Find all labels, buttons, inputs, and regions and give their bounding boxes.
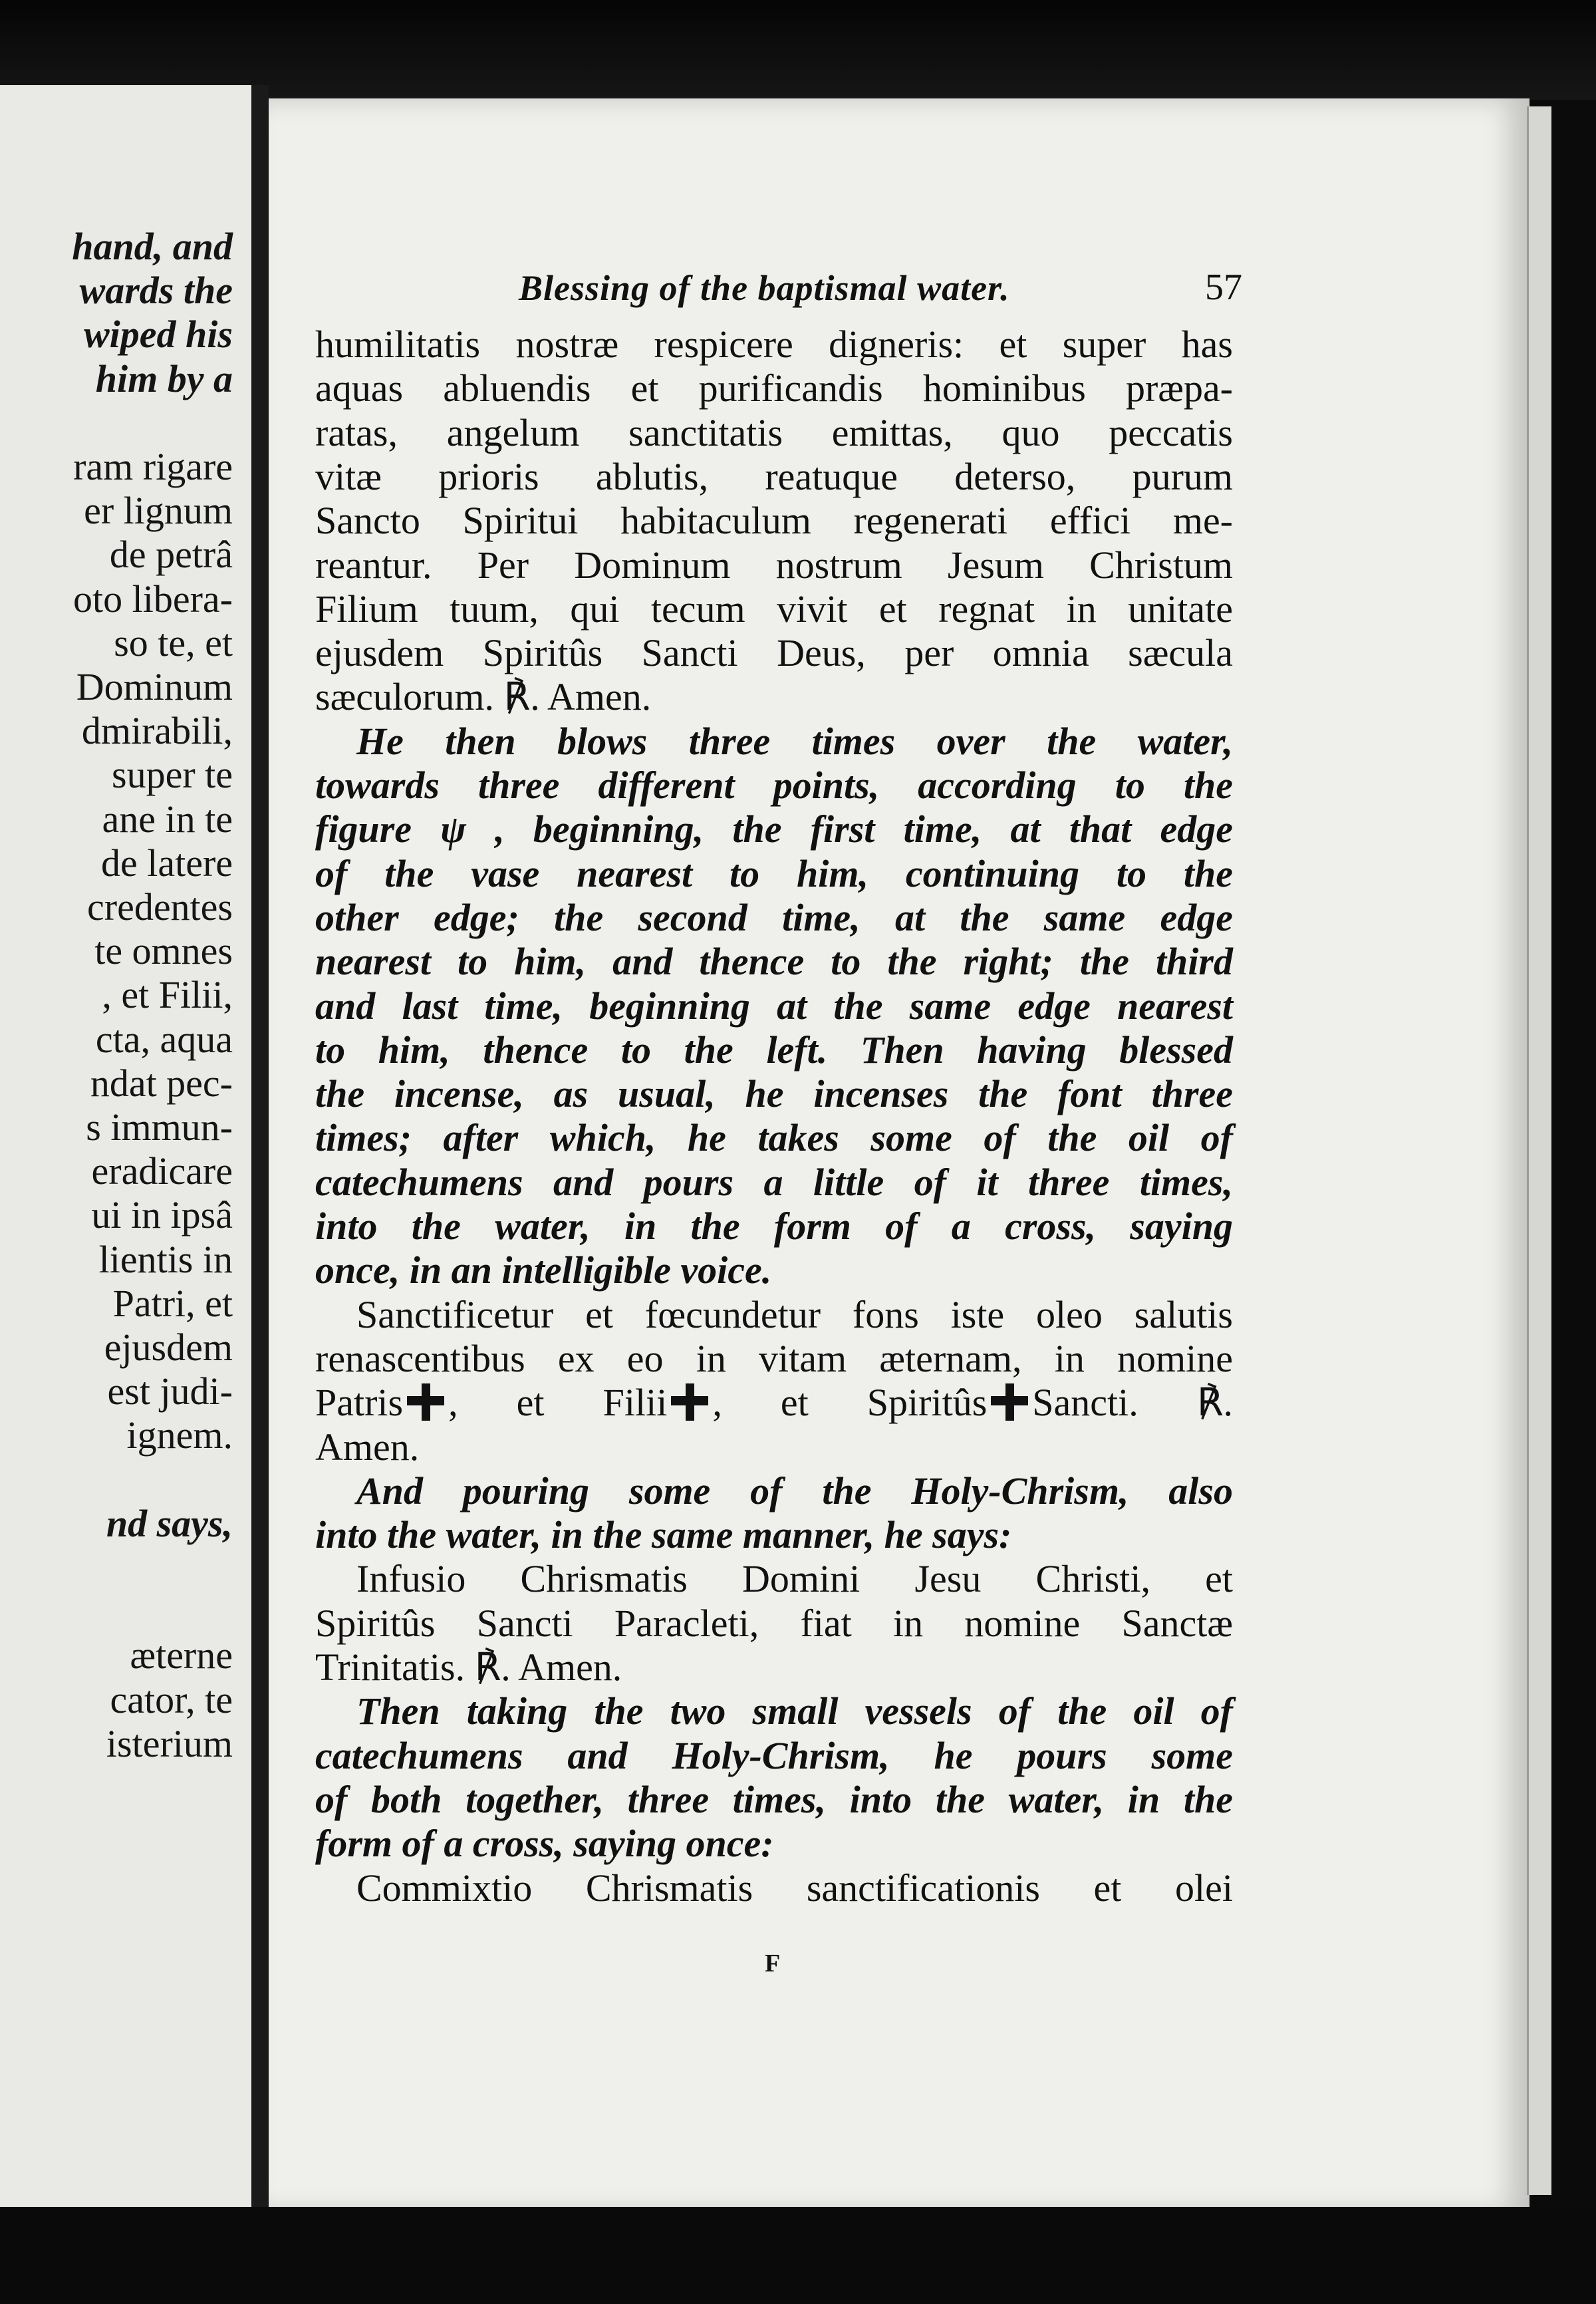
left-page-line: cator, te [110, 1677, 233, 1721]
body-line: times; after which, he takes some of the oil of [315, 1116, 1233, 1160]
body-line: ejusdem Spiritûs Sancti Deus, per omnia sæcula [315, 631, 1233, 675]
left-page-line: ignem. [126, 1413, 233, 1457]
page-number: 57 [1205, 267, 1242, 308]
body-line: towards three different points, according to the [315, 764, 1233, 807]
body-line: vitæ prioris ablutis, reatuque deterso, purum [315, 454, 1233, 498]
left-page-line: super te [112, 753, 233, 797]
body-line: catechumens and pours a little of it three times, [315, 1160, 1233, 1204]
left-page-line: wards the [79, 269, 233, 313]
left-page-line: ndat pec- [90, 1061, 233, 1105]
body-line: into the water, in the form of a cross, saying [315, 1205, 1233, 1248]
body-line: Amen. [315, 1425, 420, 1469]
facing-page-left [0, 85, 254, 2207]
cross-icon [671, 1383, 708, 1421]
left-page-line: Patri, et [112, 1281, 233, 1325]
body-line: Commixtio Chrismatis sanctificationis et olei [356, 1866, 1233, 1910]
left-page-line: æterne [130, 1634, 233, 1677]
left-page-line: , et Filii, [102, 973, 233, 1017]
body-line: of both together, three times, into the water, in the [315, 1777, 1233, 1821]
left-page-line: lientis in [98, 1237, 233, 1281]
cross-line-text: , et Spiritûs [712, 1381, 988, 1425]
left-page-line: dmirabili, [81, 709, 233, 753]
left-page-line: est judi- [107, 1369, 233, 1413]
left-page-line: de petrâ [109, 533, 233, 577]
body-line: sæculorum. ℟. Amen. [315, 675, 652, 719]
body-line: into the water, in the same manner, he says: [315, 1513, 1012, 1557]
body-line: to him, thence to the left. Then having blessed [315, 1028, 1233, 1072]
body-line: Spiritûs Sancti Paracleti, fiat in nomine Sanctæ [315, 1601, 1233, 1645]
left-page-line: nd says, [106, 1501, 233, 1545]
cross-icon [991, 1383, 1028, 1421]
body-line: Infusio Chrismatis Domini Jesu Christi, et [356, 1557, 1233, 1601]
body-line: Trinitatis. ℟. Amen. [315, 1646, 622, 1689]
left-page-line: er lignum [84, 489, 233, 533]
left-page-line: credentes [87, 885, 233, 929]
cross-line-text: ℟. [1196, 1381, 1234, 1425]
cross-line-text: Patris [315, 1381, 404, 1425]
left-page-line: de latere [100, 841, 233, 885]
body-line: of the vase nearest to him, continuing to the [315, 851, 1233, 895]
left-page-line: eradicare [91, 1149, 233, 1193]
body-line: renascentibus ex eo in vitam æternam, in nomine [315, 1336, 1233, 1380]
body-line: figure ψ , beginning, the first time, at that edge [315, 807, 1233, 851]
left-page-line: cta, aqua [95, 1017, 233, 1061]
left-page-line: hand, and [72, 225, 233, 268]
body-line: ratas, angelum sanctitatis emittas, quo peccatis [315, 410, 1233, 454]
running-head-title: Blessing of the baptismal water. [519, 268, 1010, 308]
body-line: other edge; the second time, at the same edge [315, 895, 1233, 939]
cross-icon [407, 1383, 444, 1421]
body-line: Sancto Spiritui habitaculum regenerati effici me- [315, 499, 1233, 543]
book-gutter [251, 85, 269, 2214]
running-head [519, 261, 1242, 314]
body-line: Sanctificetur et fœcundetur fons iste oleo salutis [356, 1292, 1233, 1336]
body-line: the incense, as usual, he incenses the font three [315, 1072, 1233, 1116]
body-line: Filium tuum, qui tecum vivit et regnat in unitate [315, 587, 1233, 631]
page-edge-shadow [1527, 106, 1551, 2195]
body-line: once, in an intelligible voice. [315, 1248, 772, 1292]
left-page-line: Dominum [76, 665, 233, 708]
left-page-line: te omnes [94, 929, 233, 973]
left-page-line: ram rigare [73, 445, 233, 488]
body-line: He then blows three times over the water, [356, 719, 1233, 763]
body-line: and last time, beginning at the same edge nearest [315, 984, 1233, 1028]
cross-line-text: , et Filii [448, 1381, 668, 1425]
scan-bottom-edge [0, 2207, 1596, 2304]
signature-mark: F [765, 1949, 781, 1977]
left-page-line: him by a [95, 357, 233, 400]
body-line: Then taking the two small vessels of the oil of [356, 1689, 1233, 1733]
left-page-line: isterium [106, 1721, 233, 1765]
left-page-line: oto libera- [73, 577, 233, 621]
left-page-line: s immun- [86, 1105, 233, 1149]
left-page-line: ejusdem [104, 1326, 233, 1369]
left-page-line: ui in ipsâ [91, 1193, 233, 1237]
cross-line-text: Sancti. [1032, 1381, 1138, 1425]
body-line: catechumens and Holy-Chrism, he pours some [315, 1733, 1233, 1777]
left-page-line: ane in te [102, 797, 233, 841]
left-page-line: wiped his [84, 313, 233, 357]
left-page-line: so te, et [114, 621, 233, 664]
body-line: And pouring some of the Holy-Chrism, also [356, 1469, 1233, 1512]
body-line: humilitatis nostræ respicere digneris: et super has [315, 323, 1233, 366]
body-line-with-crosses [315, 1380, 1233, 1425]
body-line: nearest to him, and thence to the right; the third [315, 940, 1233, 984]
body-line: reantur. Per Dominum nostrum Jesum Christum [315, 543, 1233, 587]
body-line: form of a cross, saying once: [315, 1822, 774, 1866]
body-line: aquas abluendis et purificandis hominibus præpa- [315, 366, 1233, 410]
